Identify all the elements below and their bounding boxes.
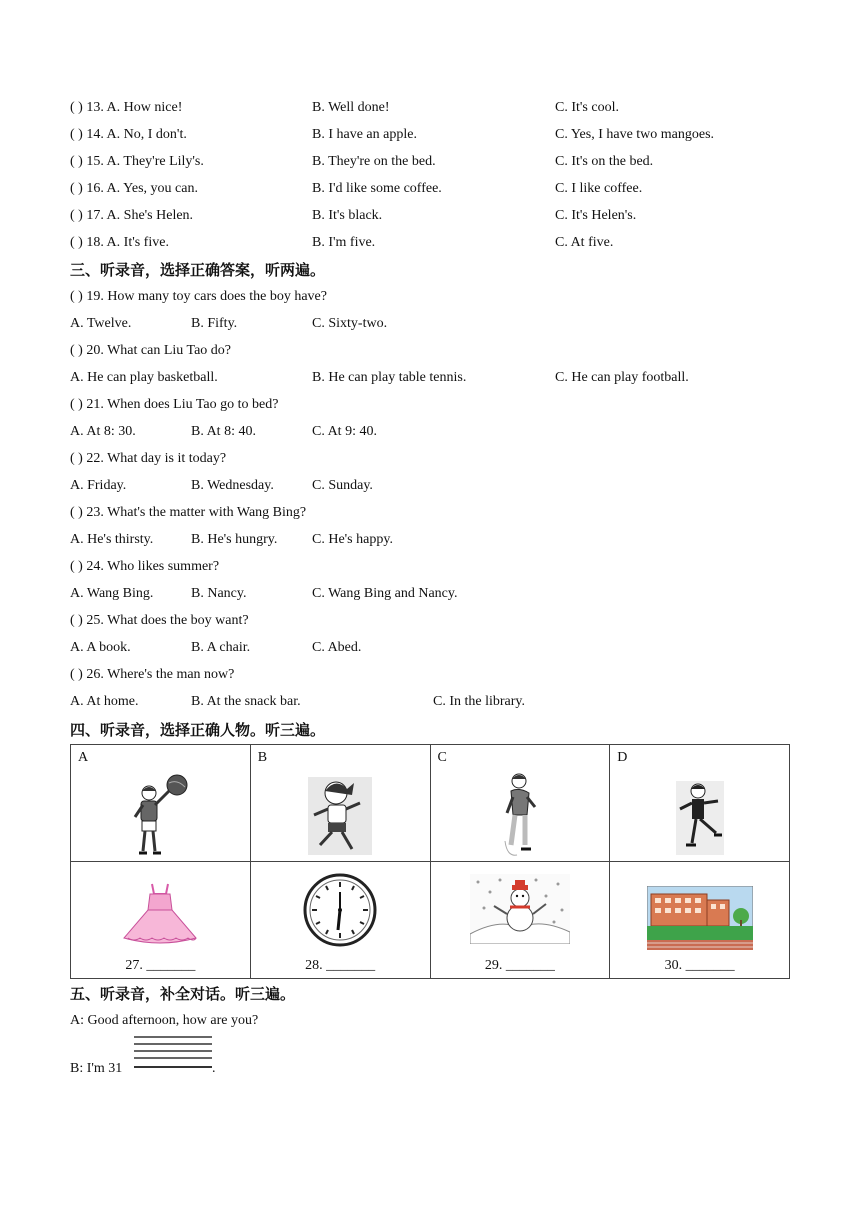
question-stem: ( ) 16. A. Yes, you can. <box>70 181 198 196</box>
cell-letter: A <box>78 750 89 765</box>
option-b: B. I have an apple. <box>312 127 417 142</box>
option-c: C. Abed. <box>312 640 362 655</box>
option-b: B. A chair. <box>191 640 251 655</box>
options-row <box>70 692 790 712</box>
option-b: B. I'd like some coffee. <box>312 181 442 196</box>
skating-girl-icon <box>672 779 728 857</box>
options-row <box>70 476 790 496</box>
option-b: B. Fifty. <box>191 316 238 331</box>
option-b: B. Well done! <box>312 100 390 115</box>
question-stem: ( ) 24. Who likes summer? <box>70 559 220 574</box>
question-stem: ( ) 21. When does Liu Tao go to bed? <box>70 397 279 412</box>
question-stem: ( ) 20. What can Liu Tao do? <box>70 343 232 358</box>
cell-letter: C <box>437 750 447 765</box>
option-c: C. I like coffee. <box>555 181 643 196</box>
question-row <box>70 206 790 226</box>
section-4-heading: 四、听录音，选择正确人物。听三遍。 <box>70 721 326 739</box>
option-c: C. It's on the bed. <box>555 154 654 169</box>
option-c: C. It's cool. <box>555 100 619 115</box>
option-b: B. It's black. <box>312 208 383 223</box>
options-row <box>70 314 790 334</box>
option-c: C. Wang Bing and Nancy. <box>312 586 458 601</box>
options-row <box>70 422 790 442</box>
question-stem: ( ) 15. A. They're Lily's. <box>70 154 204 169</box>
dialogue-line-b <box>70 1059 790 1079</box>
option-c: C. Sunday. <box>312 478 373 493</box>
option-c: C. In the library. <box>433 694 526 709</box>
options-row <box>70 638 790 658</box>
question-row <box>70 233 790 253</box>
option-b: B. He's hungry. <box>191 532 278 547</box>
cell-letter: D <box>617 750 628 765</box>
person-cell-c <box>430 745 610 862</box>
answer-blank-27[interactable]: 27. _______ <box>125 958 196 973</box>
option-b: B. Nancy. <box>191 586 247 601</box>
question-stem: ( ) 18. A. It's five. <box>70 235 169 250</box>
writing-line <box>134 1036 212 1038</box>
person-cell-a <box>71 745 251 862</box>
option-b: B. They're on the bed. <box>312 154 436 169</box>
question-row <box>70 152 790 172</box>
option-b: B. At 8: 40. <box>191 424 256 439</box>
running-girl-icon <box>306 775 374 857</box>
dialogue-line-b-text: B: I'm 31 <box>70 1061 123 1076</box>
option-b: B. I'm five. <box>312 235 376 250</box>
question-stem: ( ) 19. How many toy cars does the boy have? <box>70 289 327 304</box>
option-a: A. He can play basketball. <box>70 370 218 385</box>
basketball-boy-icon <box>125 771 195 859</box>
item-cell-29 <box>430 862 610 979</box>
person-cell-d <box>610 745 790 862</box>
school-playground-icon <box>647 886 753 950</box>
dialogue-line-b-period: . <box>212 1061 216 1076</box>
clock-icon <box>302 872 378 948</box>
snowman-icon <box>470 874 570 944</box>
writing-line <box>134 1050 212 1052</box>
option-c: C. It's Helen's. <box>555 208 637 223</box>
question-stem: ( ) 26. Where's the man now? <box>70 667 235 682</box>
option-c: C. At 9: 40. <box>312 424 377 439</box>
section-5-heading: 五、听录音，补全对话。听三遍。 <box>70 985 296 1003</box>
answer-blank-29[interactable]: 29. _______ <box>484 958 555 973</box>
question-row <box>70 98 790 118</box>
cell-letter: B <box>257 750 268 765</box>
matching-table <box>70 744 790 979</box>
option-b: B. Wednesday. <box>191 478 274 493</box>
option-c: C. At five. <box>555 235 614 250</box>
question-row <box>70 179 790 199</box>
person-cell-b <box>250 745 430 862</box>
section-3-heading: 三、听录音，选择正确答案，听两遍。 <box>70 261 326 279</box>
options-row <box>70 368 790 388</box>
option-a: A. Wang Bing. <box>70 586 154 601</box>
option-b: B. He can play table tennis. <box>312 370 467 385</box>
option-c: C. He's happy. <box>312 532 393 547</box>
question-stem: ( ) 14. A. No, I don't. <box>70 127 187 142</box>
option-c: C. He can play football. <box>555 370 689 385</box>
answer-blank-28[interactable]: 28. _______ <box>305 958 376 973</box>
question-row <box>70 125 790 145</box>
item-cell-27 <box>71 862 251 979</box>
option-a: A. Friday. <box>70 478 127 493</box>
options-row <box>70 530 790 550</box>
option-a: A. He's thirsty. <box>70 532 154 547</box>
item-cell-30 <box>610 862 790 979</box>
question-stem: ( ) 17. A. She's Helen. <box>70 208 194 223</box>
question-stem: ( ) 22. What day is it today? <box>70 451 227 466</box>
skating-boy-icon <box>495 771 545 861</box>
option-b: B. At the snack bar. <box>191 694 301 709</box>
option-a: A. At 8: 30. <box>70 424 136 439</box>
option-a: A. A book. <box>70 640 131 655</box>
writing-line <box>134 1043 212 1045</box>
option-a: A. Twelve. <box>70 316 132 331</box>
question-stem: ( ) 13. A. How nice! <box>70 100 183 115</box>
dialogue-line-a: A: Good afternoon, how are you? <box>70 1013 259 1028</box>
options-row <box>70 584 790 604</box>
answer-blank-30[interactable]: 30. _______ <box>664 958 735 973</box>
item-cell-28 <box>250 862 430 979</box>
option-c: C. Sixty-two. <box>312 316 388 331</box>
dress-icon <box>120 882 200 948</box>
option-c: C. Yes, I have two mangoes. <box>555 127 715 142</box>
question-stem: ( ) 25. What does the boy want? <box>70 613 249 628</box>
question-stem: ( ) 23. What's the matter with Wang Bing? <box>70 505 307 520</box>
option-a: A. At home. <box>70 694 139 709</box>
